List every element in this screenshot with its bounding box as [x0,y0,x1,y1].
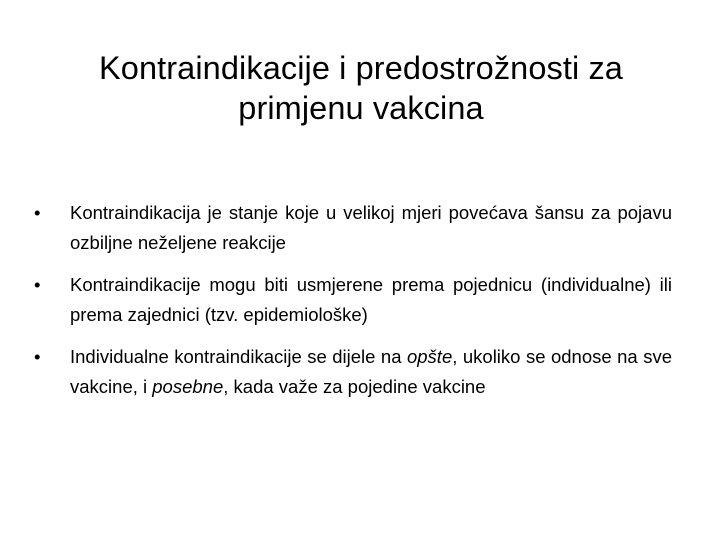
bullet-icon: • [34,346,41,367]
bullet-list [34,198,672,414]
bullet-text: Kontraindikacije mogu biti usmjerene prema pojednicu (individualne) ili prema zajednici (tzv. epidemiološke) [70,274,672,325]
bullet-icon: • [34,274,41,295]
title-line-1: Kontraindikacije i predostrožnosti za [99,50,623,86]
bullet-icon: • [34,202,41,223]
italic-term-general: opšte [406,346,453,367]
bullet-item-contraindication-definition [34,198,672,258]
italic-term-specific: posebne [152,376,224,397]
slide-title [36,48,686,128]
bullet-text [70,346,672,397]
bullet-text-segment: , ukoliko se odnose na sve vakcine, i [70,346,672,397]
bullet-text-segment: Individualne kontraindikacije se dijele na [70,346,407,367]
bullet-text: Kontraindikacija je stanje koje u velikoj mjeri povećava šansu za pojavu ozbiljne neželjene reakcije [70,202,672,253]
title-line-2: primjenu vakcina [238,90,484,126]
bullet-item-contraindication-scope [34,270,672,330]
bullet-item-individual-contraindications [34,342,672,402]
bullet-text-segment: , kada važe za pojedine vakcine [223,376,486,397]
